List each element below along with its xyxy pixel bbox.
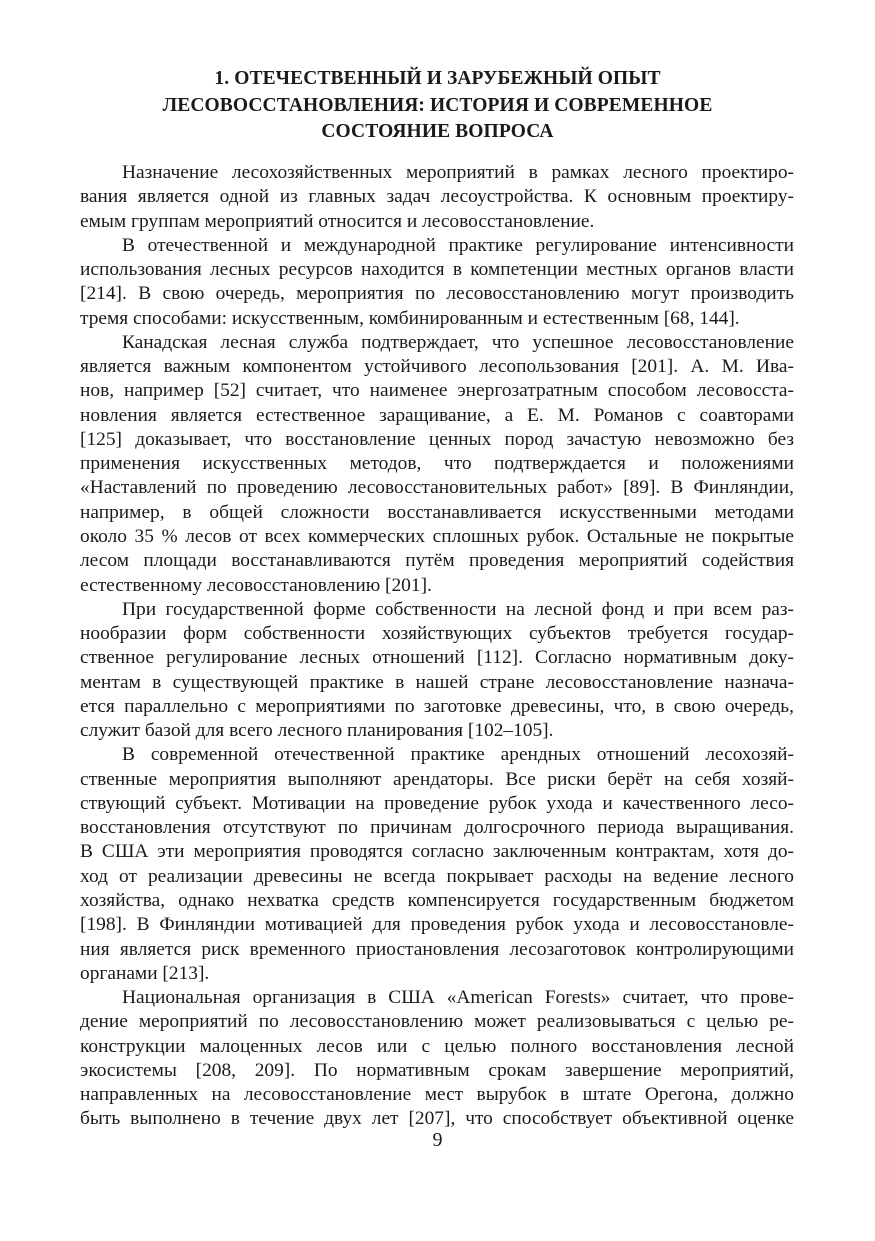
text-line: экосистемы [208, 209]. По нормативным срокам завершение мероприятий, — [80, 1059, 794, 1081]
paragraph — [80, 234, 794, 331]
text-line: около 35 % лесов от всех коммерческих сплошных рубок. Остальные не покрытые — [80, 525, 794, 547]
text-line: например, в общей сложности восстанавливается искусственными методами — [80, 501, 794, 523]
text-line: нообразии форм собственности хозяйствующих субъектов требуется государ- — [80, 623, 794, 645]
text-line: лесом площади восстанавливаются путём проведения мероприятий содействия — [80, 550, 794, 572]
text-line: дение мероприятий по лесовосстановлению может реализовываться с целью ре- — [80, 1011, 794, 1033]
text-line: направленных на лесовосстановление мест вырубок в штате Орегона, должно — [80, 1084, 794, 1106]
text-line: [125] доказывает, что восстановление ценных пород зачастую невозможно без — [80, 428, 794, 450]
text-line: «Наставлений по проведению лесовосстановительных работ» [89]. В Финляндии, — [80, 477, 794, 499]
text-line: ственное регулирование лесных отношений [112]. Согласно нормативным доку- — [80, 647, 794, 669]
text-line: вания является одной из главных задач лесоустройства. К основным проектиру- — [80, 186, 794, 208]
text-line: В США эти мероприятия проводятся согласно заключенным контрактам, хотя до- — [80, 841, 794, 863]
text-line: ния является риск временного приостановления лесозаготовок контролирующими — [80, 938, 794, 960]
text-line: ход от реализации древесины не всегда покрывает расходы на ведение лесного — [80, 865, 794, 887]
paragraph — [80, 598, 794, 744]
paragraph — [80, 986, 794, 1132]
paragraph — [80, 331, 794, 598]
text-line: [214]. В свою очередь, мероприятия по лесовосстановлению могут производить — [80, 283, 794, 305]
text-line: тремя способами: искусственным, комбинированным и естественным [68, 144]. — [80, 307, 740, 329]
text-line: является важным компонентом устойчивого лесопользования [201]. А. М. Ива- — [80, 356, 794, 378]
heading-line: ЛЕСОВОССТАНОВЛЕНИЯ: ИСТОРИЯ И СОВРЕМЕННОЕ — [162, 94, 713, 116]
text-line: [198]. В Финляндии мотивацией для проведения рубок ухода и лесовосстановле- — [80, 914, 794, 936]
heading-line: СОСТОЯНИЕ ВОПРОСА — [321, 121, 554, 142]
text-line: быть выполнено в течение двух лет [207], что способствует объективной оценке — [80, 1108, 794, 1130]
text-line: нов, например [52] считает, что наименее энергозатратным способом лесовосста- — [80, 380, 794, 402]
text-line: Национальная организация в США «American Forests» считает, что прове- — [122, 987, 794, 1009]
page-number: 9 — [432, 1129, 443, 1151]
text-line: естественному лесовосстановлению [201]. — [80, 574, 432, 596]
paragraph — [80, 161, 794, 234]
text-line: хозяйства, однако нехватка средств компенсируется государственным бюджетом — [80, 889, 794, 911]
text-line: ствующий субъект. Мотивации на проведение рубок ухода и качественного лесо- — [80, 792, 794, 814]
text-line: органами [213]. — [80, 962, 210, 984]
text-line: восстановления отсутствуют по причинам долгосрочного периода выращивания. — [80, 817, 794, 839]
text-line: ственные мероприятия выполняют арендаторы. Все риски берёт на себя хозяй- — [80, 768, 794, 790]
text-line: новления является естественное заращивание, а Е. М. Романов с соавторами — [80, 404, 794, 426]
text-line: конструкции малоценных лесов или с целью полного восстановления лесной — [80, 1035, 794, 1057]
text-line: При государственной форме собственности на лесной фонд и при всем раз- — [122, 598, 794, 620]
text-line: служит базой для всего лесного планирования [102–105]. — [80, 720, 554, 742]
text-line: В современной отечественной практике арендных отношений лесохозяй- — [122, 744, 794, 766]
text-line: применения искусственных методов, что подтверждается и положениями — [80, 453, 794, 475]
text-line: В отечественной и международной практике регулирование интенсивности — [122, 234, 794, 256]
body-text — [80, 161, 794, 1132]
text-line: Назначение лесохозяйственных мероприятий в рамках лесного проектиро- — [122, 162, 794, 183]
heading-line: 1. ОТЕЧЕСТВЕННЫЙ И ЗАРУБЕЖНЫЙ ОПЫТ — [214, 68, 661, 89]
text-line: ментам в существующей практике в нашей стране лесовосстановление назнача- — [80, 671, 794, 693]
text-line: емым группам мероприятий относится и лесовосстановление. — [80, 210, 595, 232]
text-line: использования лесных ресурсов находится в компетенции местных органов власти — [80, 259, 794, 281]
chapter-heading — [80, 66, 795, 146]
paragraph — [80, 743, 794, 986]
text-line: ется параллельно с мероприятиями по заготовке древесины, что, в свою очередь, — [80, 695, 794, 717]
text-line: Канадская лесная служба подтверждает, что успешное лесовосстановление — [122, 331, 794, 353]
